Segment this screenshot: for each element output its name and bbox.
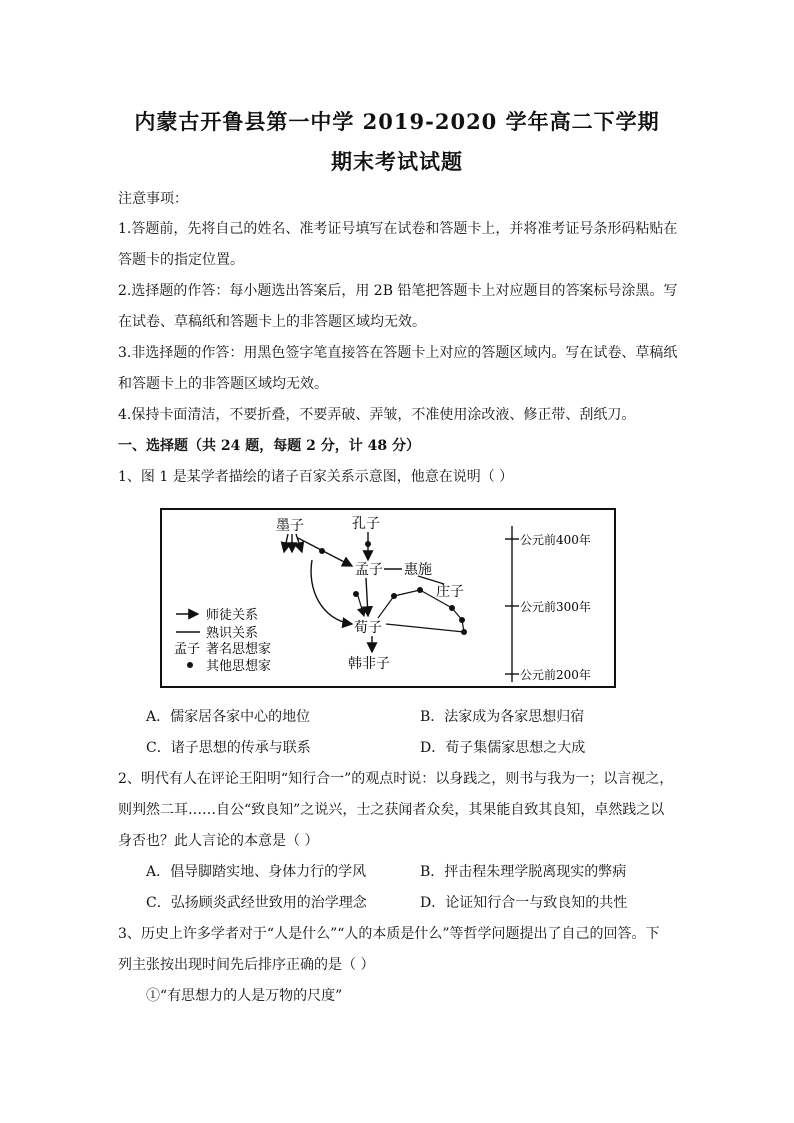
legend-famous: 著名思想家 bbox=[206, 642, 272, 657]
q1-option-b[interactable]: B．法家成为各家思想归宿 bbox=[420, 709, 585, 725]
dot-kongzi-mid bbox=[365, 541, 371, 547]
edge-dot-xunzi bbox=[358, 596, 364, 616]
notice-line: 4.保持卡面清洁，不要折叠，不要弄破、弄皱，不准使用涂改液、修正带、刮纸刀。 bbox=[118, 407, 636, 423]
node-hanfeizi: 韩非子 bbox=[348, 656, 390, 672]
notice-line: 在试卷、草稿纸和答题卡上的非答题区域均无效。 bbox=[118, 314, 426, 330]
legend-acquaint: 熟识关系 bbox=[206, 626, 259, 641]
dot-mozi-mid bbox=[319, 548, 325, 554]
q1-option-c[interactable]: C．诸子思想的传承与联系 bbox=[146, 740, 311, 756]
q1-option-a[interactable]: A．儒家居各家中心的地位 bbox=[146, 709, 311, 725]
question-2-stem: 身否也？此人言论的本意是（ ） bbox=[118, 833, 319, 849]
node-huishi: 惠施 bbox=[404, 562, 432, 578]
question-2-stem: 2、明代有人在评论王阳明“知行合一”的观点时说：以身践之，则书与我为一；以言视之， bbox=[118, 771, 674, 787]
question-3-stem: 列主张按出现时间先后排序正确的是（ ） bbox=[118, 957, 375, 973]
question-1-stem: 1、图 1 是某学者描绘的诸子百家关系示意图，他意在说明（ ） bbox=[118, 469, 514, 485]
edge-net-3 bbox=[452, 608, 462, 620]
q1-relationship-diagram bbox=[160, 508, 616, 688]
q2-option-b[interactable]: B．抨击程朱理学脱离现实的弊病 bbox=[420, 864, 627, 880]
page-title: 内蒙古开鲁县第一中学 2019-2020 学年高二下学期 bbox=[134, 109, 660, 134]
notice-line: 3.非选择题的作答：用黑色签字笔直接答在答题卡上对应的答题区域内。写在试卷、草稿纸 bbox=[118, 345, 678, 361]
dot-near-mengzi bbox=[353, 591, 359, 597]
q2-option-d[interactable]: D．论证知行合一与致良知的共性 bbox=[420, 895, 628, 911]
notice-line: 1.答题前，先将自己的姓名、准考证号填写在试卷和答题卡上，并将准考证号条形码粘贴在 bbox=[118, 221, 678, 237]
legend-teacher: 师徒关系 bbox=[206, 608, 259, 623]
edge-net-5 bbox=[386, 624, 464, 632]
timeline-label: 公元前300年 bbox=[520, 600, 591, 614]
edge-mozi-xunzi bbox=[311, 560, 352, 624]
question-3-stem: 3、历史上许多学者对于“人是什么”“人的本质是什么”等哲学问题提出了自己的回答。下 bbox=[118, 926, 660, 942]
legend-dot bbox=[187, 662, 193, 668]
legend-other: 其他思想家 bbox=[206, 659, 272, 674]
node-mozi: 墨子 bbox=[276, 518, 304, 534]
node-xunzi: 荀子 bbox=[354, 620, 382, 636]
page-subtitle: 期末考试试题 bbox=[331, 149, 463, 174]
legend-famous-sample: 孟子 bbox=[174, 642, 201, 657]
edge-mengzi-xunzi bbox=[366, 578, 368, 616]
notice-line: 和答题卡上的非答题区域均无效。 bbox=[118, 376, 328, 392]
q3-item-1: ①“有思想力的人是万物的尺度” bbox=[146, 988, 343, 1004]
edge-mozi-down-left bbox=[284, 534, 288, 552]
edge-mozi-down-right bbox=[296, 534, 302, 552]
q1-option-d[interactable]: D．荀子集儒家思想之大成 bbox=[420, 740, 586, 756]
node-kongzi: 孔子 bbox=[352, 516, 380, 532]
q2-option-c[interactable]: C．弘扬顾炎武经世致用的治学理念 bbox=[146, 895, 367, 911]
edge-net-1 bbox=[394, 590, 420, 596]
timeline-label: 公元前200年 bbox=[520, 668, 591, 682]
notice-heading: 注意事项： bbox=[118, 191, 188, 207]
node-zhuangzi: 庄子 bbox=[436, 584, 464, 600]
edge-net-6 bbox=[378, 596, 394, 618]
timeline-label: 公元前400年 bbox=[520, 533, 591, 547]
node-mengzi: 孟子 bbox=[355, 562, 383, 578]
notice-line: 2.选择题的作答：每小题选出答案后，用 2B 铅笔把答题卡上对应题目的答案标号涂黑。写 bbox=[118, 283, 678, 299]
edge-mozi-mengzi bbox=[298, 538, 352, 566]
notice-line: 答题卡的指定位置。 bbox=[118, 252, 244, 268]
question-2-stem: 则判然二耳……自公“致良知”之说兴，士之获闻者众矣，其果能自致其良知，卓然践之以 bbox=[118, 802, 665, 818]
q2-option-a[interactable]: A．倡导脚踏实地、身体力行的学风 bbox=[146, 864, 367, 880]
section-heading: 一、选择题（共 24 题，每题 2 分，计 48 分） bbox=[118, 438, 420, 454]
